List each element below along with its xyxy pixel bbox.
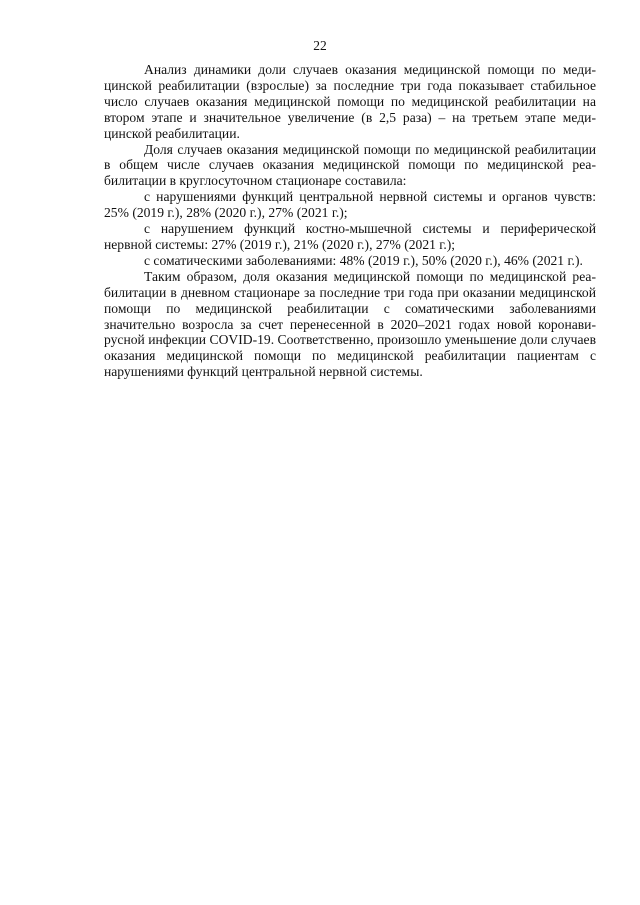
paragraph-cns-disorders: с нарушениями функций центральной нервной системы и органов чувств: 25% (2019 г.), 28% (2020 г.), 27% (2021 г.); bbox=[104, 189, 596, 221]
page-number: 22 bbox=[313, 38, 327, 53]
paragraph-dynamics-analysis: Анализ динамики доли случаев оказания медицинской помощи по медицинской реабилитации (взрослые) за последние три года показывает стабильное число случаев оказания медицинской помощи по медицинской реабилитации на втором этапе и значительное увеличение (в 2,5 раза) – на третьем этапе медицинской реабилитации. bbox=[104, 62, 596, 141]
document-body bbox=[104, 62, 596, 380]
paragraph-somatic-diseases: с соматическими заболеваниями: 48% (2019 г.), 50% (2020 г.), 46% (2021 г.). bbox=[144, 252, 583, 268]
paragraph-conclusion: Таким образом, доля оказания медицинской помощи по медицинской реабилитации в дневном стационаре за последние три года при оказании медицинской помощи по медицинской реабилитации с соматическими заболеваниями значительно возросла за счет перенесенной в 2020–2021 годах новой коронавирусной инфекции COVID-19. Соответственно, произошло уменьшение доли случаев оказания медицинской помощи по медицинской реабилитации пациентам с нарушениями функций центральной нервной системы. bbox=[104, 268, 596, 380]
paragraph-musculoskeletal-disorders: с нарушением функций костно-мышечной системы и периферической нервной системы: 27% (2019 г.), 21% (2020 г.), 27% (2021 г.); bbox=[104, 221, 596, 252]
paragraph-share-intro: Доля случаев оказания медицинской помощи по медицинской реабилитации в общем числе случаев оказания медицинской помощи по медицинской реабилитации в круглосуточном стационаре составила: bbox=[104, 141, 596, 189]
